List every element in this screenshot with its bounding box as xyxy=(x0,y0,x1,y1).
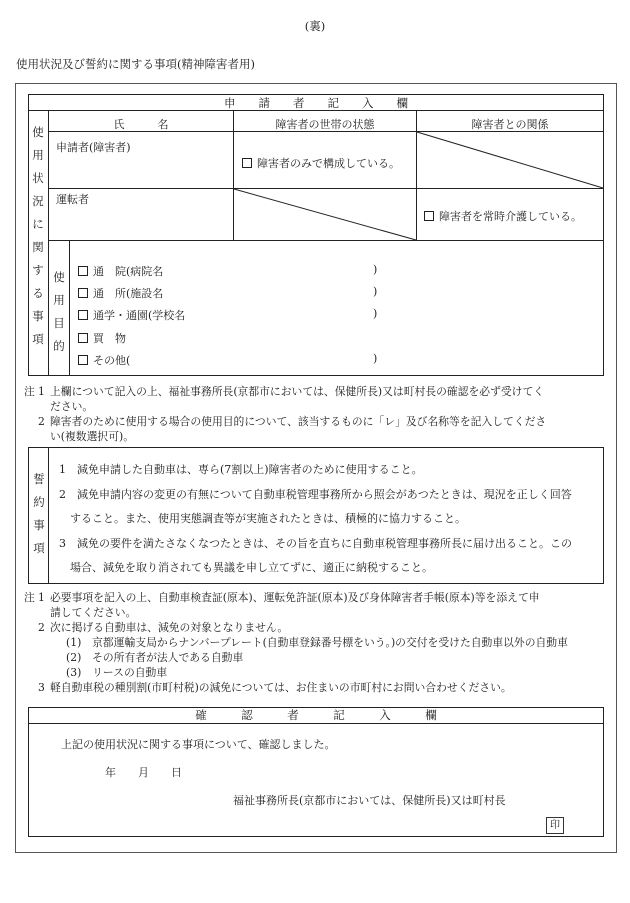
confirmation-box xyxy=(28,707,604,837)
note-subitem xyxy=(24,665,604,680)
note-lead: 注 xyxy=(24,385,35,398)
purpose-option-school: 通学・通園(学校名 xyxy=(78,307,185,323)
purpose-close-paren: ) xyxy=(373,263,378,276)
note-subitem xyxy=(24,650,604,665)
note-item xyxy=(24,414,604,444)
usage-status-side-label: 使 用 状 況 に 関 す る 事 項 xyxy=(32,125,44,346)
confirmation-header-cell xyxy=(29,708,603,724)
caregiver-checkbox[interactable] xyxy=(424,211,434,221)
note-line: (2) その所有者が法人である自動車 xyxy=(66,651,244,664)
purpose-side-label: 使 用 目 的 xyxy=(53,270,65,353)
column-header-name: 氏 名 xyxy=(113,118,169,131)
note-item xyxy=(24,680,604,695)
note-line: 請してください。 xyxy=(50,606,137,619)
pledge-line: 3 減免の要件を満たさなくなつたときは、その旨を直ちに自動車税管理事務所長に届け出ること。この xyxy=(59,536,572,550)
pledge-line: 2 減免申請内容の変更の有無について自動車税管理事務所から照会があつたときは、現況を正しく回答 xyxy=(59,487,572,501)
purpose-checkbox[interactable] xyxy=(78,333,88,343)
purpose-option-shopping: 買 物 xyxy=(78,330,126,346)
relation-slash-row1 xyxy=(417,132,603,188)
purpose-option-hospital: 通 院(病院名 xyxy=(78,263,163,279)
pledge-line: 場合、減免を取り消されても異議を申し立てずに、適正に納税すること。 xyxy=(59,561,433,574)
note-number: 1 xyxy=(38,591,45,604)
applicant-name-cell: 申請者(障害者) xyxy=(56,141,131,154)
note-item xyxy=(24,620,604,635)
note-subitem xyxy=(24,635,604,650)
pledge-line: 1 減免申請した自動車は、専ら(7割以上)障害者のために使用すること。 xyxy=(59,463,423,476)
household-checkbox[interactable] xyxy=(242,158,252,168)
notes-section-2 xyxy=(24,590,604,695)
note-number: 1 xyxy=(38,385,45,398)
purpose-close-paren: ) xyxy=(373,352,378,365)
seal-mark: 印 xyxy=(546,817,564,834)
confirmation-signer: 福祉事務所長(京都市においては、保健所長)又は町村長 xyxy=(233,794,506,807)
note-item xyxy=(24,590,604,620)
confirmation-date: 年 月 日 xyxy=(105,766,182,779)
pledge-line: すること。また、使用実態調査等が実施されたときは、積極的に協力すること。 xyxy=(59,512,466,525)
pledge-side-label: 誓 約 事 項 xyxy=(33,472,45,555)
purpose-option-other: その他( xyxy=(78,352,130,368)
note-number: 2 xyxy=(38,415,45,428)
note-number: 2 xyxy=(38,621,45,634)
applicant-table-header: 申 請 者 記 入 欄 xyxy=(224,96,408,110)
note-item xyxy=(24,384,604,414)
note-line: (3) リースの自動車 xyxy=(66,666,168,679)
confirmation-header: 確 認 者 記 入 欄 xyxy=(195,708,437,722)
purpose-checkbox[interactable] xyxy=(78,266,88,276)
note-line: 必要事項を記入の上、自動車検査証(原本)、運転免許証(原本)及び身体障害者手帳(原本)等を添えて申 xyxy=(50,591,540,604)
relation-option: 障害者を常時介護している。 xyxy=(424,208,582,224)
column-header-household: 障害者の世帯の状態 xyxy=(275,118,375,131)
notes-section-1 xyxy=(24,384,604,444)
pledge-box xyxy=(28,447,604,584)
confirmation-statement: 上記の使用状況に関する事項について、確認しました。 xyxy=(61,738,336,751)
household-option: 障害者のみで構成している。 xyxy=(242,155,400,171)
note-line: ださい。 xyxy=(50,400,94,413)
applicant-entry-table xyxy=(28,94,604,376)
driver-name-cell: 運転者 xyxy=(56,193,89,206)
page-side-mark: (裏) xyxy=(304,19,326,33)
purpose-checkbox[interactable] xyxy=(78,355,88,365)
note-line: 軽自動車税の種別割(市町村税)の減免については、お住まいの市町村にお問い合わせください。 xyxy=(50,681,512,694)
note-number: 3 xyxy=(38,681,45,694)
purpose-close-paren: ) xyxy=(373,285,378,298)
purpose-close-paren: ) xyxy=(373,307,378,320)
purpose-option-facility: 通 所(施設名 xyxy=(78,285,163,301)
pledge-text xyxy=(59,458,599,581)
document-title: 使用状況及び誓約に関する事項(精神障害者用) xyxy=(16,57,255,71)
household-slash-row2 xyxy=(234,189,416,240)
column-header-relation: 障害者との関係 xyxy=(471,118,549,131)
note-line: 上欄について記入の上、福祉事務所長(京都市においては、保健所長)又は町村長の確認を必ず受けてく xyxy=(50,385,545,398)
note-lead: 注 xyxy=(24,591,35,604)
note-line: (1) 京都運輸支局からナンバープレート(自動車登録番号標をいう。)の交付を受けた自動車以外の自動車 xyxy=(66,636,568,649)
note-line: 次に掲げる自動車は、減免の対象となりません。 xyxy=(50,621,289,634)
pledge-side-label-cell xyxy=(29,448,49,583)
purpose-checkbox[interactable] xyxy=(78,310,88,320)
note-line: い(複数選択可)。 xyxy=(50,430,135,443)
purpose-checkbox[interactable] xyxy=(78,288,88,298)
note-line: 障害者のために使用する場合の使用目的について、該当するものに「レ」及び名称等を記入してくださ xyxy=(50,415,547,428)
